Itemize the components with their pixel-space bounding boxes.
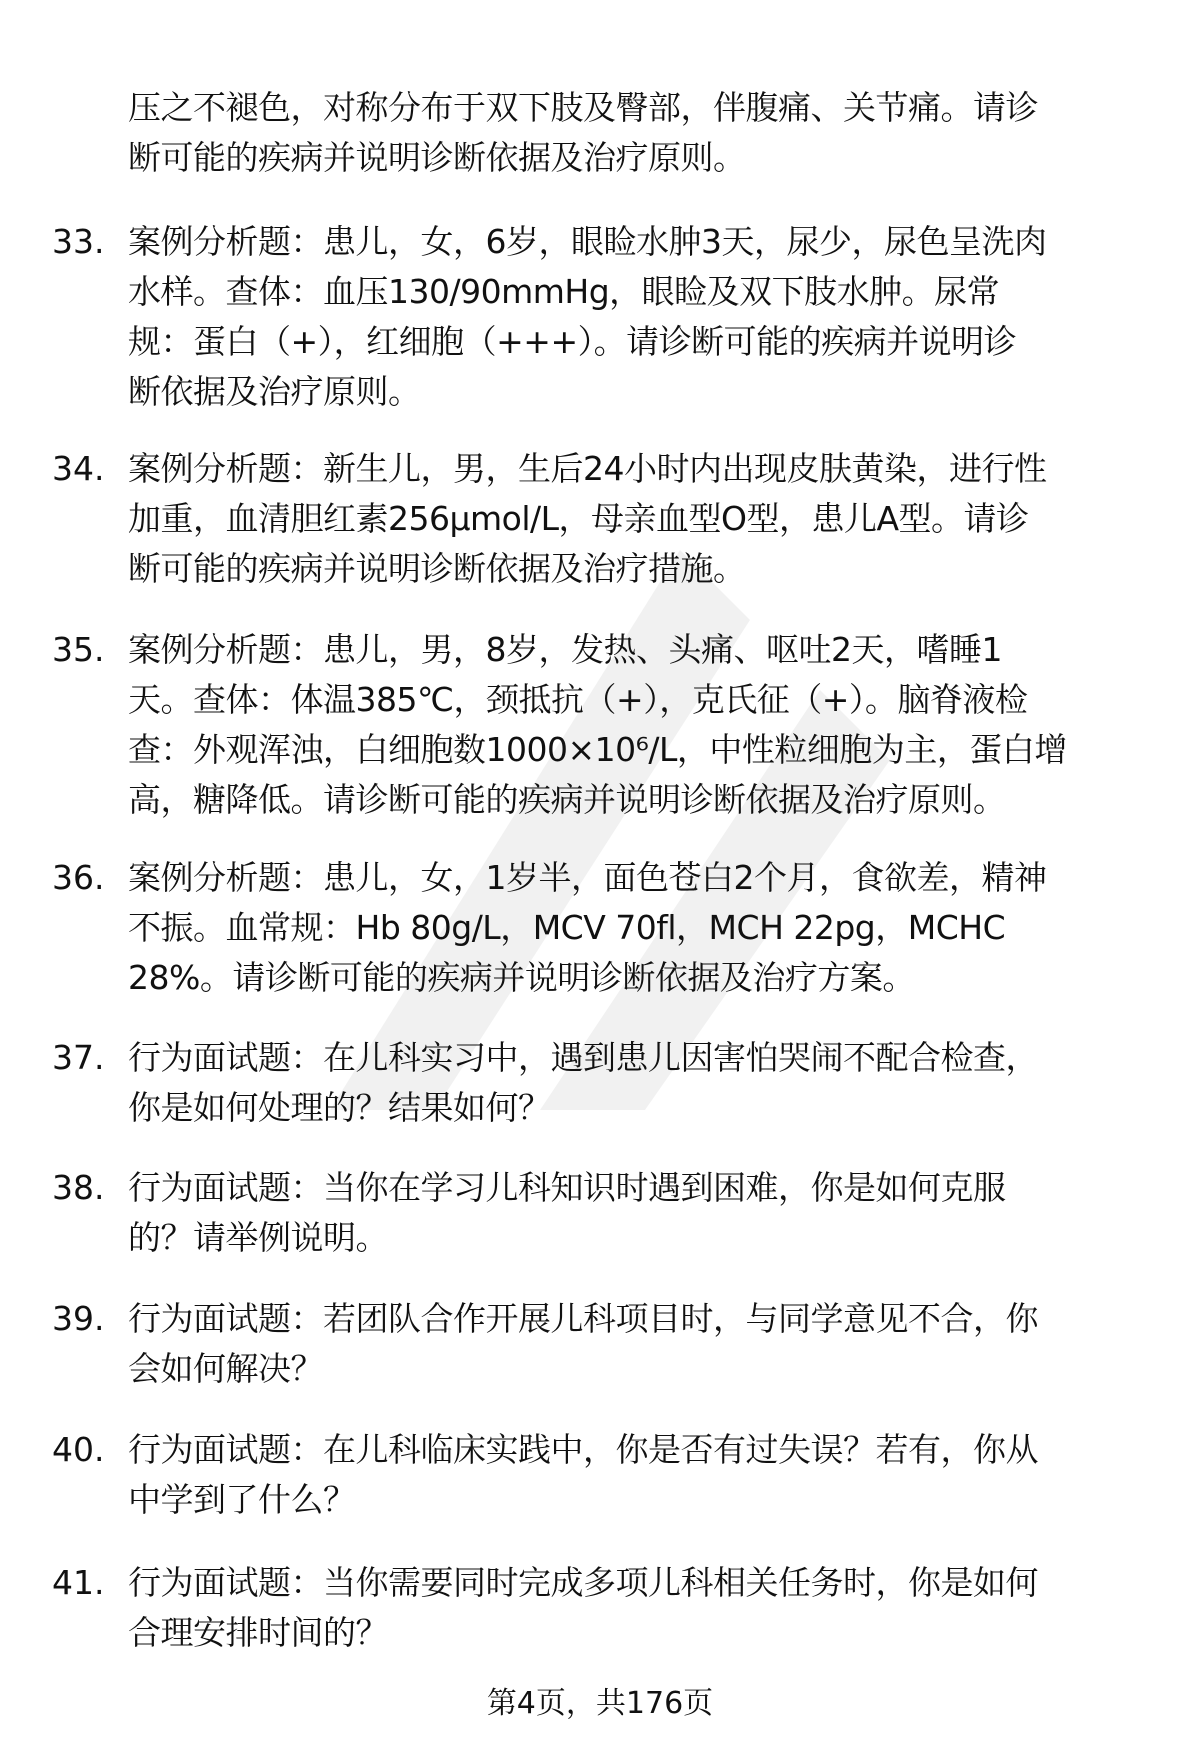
question-number: 36. (52, 858, 105, 897)
question-text-line: 案例分析题：新生儿，男，生后24小时内出现皮肤黄染，进行性 (128, 449, 1047, 488)
question-text (128, 83, 1188, 183)
question-number: 37. (52, 1038, 105, 1077)
question-text (128, 1294, 1188, 1394)
question-text-line: 行为面试题：当你在学习儿科知识时遇到困难，你是如何克服 (128, 1168, 1006, 1207)
question-text-line: 水样。查体：血压130/90mmHg，眼睑及双下肢水肿。尿常 (128, 272, 1000, 311)
question-text-line: 高，糖降低。请诊断可能的疾病并说明诊断依据及治疗原则。 (128, 780, 1006, 819)
question-text (128, 1425, 1188, 1525)
question-text-line: 行为面试题：在儿科临床实践中，你是否有过失误？若有，你从 (128, 1430, 1038, 1469)
question-number: 35. (52, 630, 105, 669)
question-text-line: 28%。请诊断可能的疾病并说明诊断依据及治疗方案。 (128, 958, 915, 997)
question-text-line: 的？请举例说明。 (128, 1218, 388, 1257)
question-text-line: 压之不褪色，对称分布于双下肢及臀部，伴腹痛、关节痛。请诊 (128, 88, 1038, 127)
question-text-line: 会如何解决？ (128, 1349, 323, 1388)
question-text (128, 853, 1188, 1003)
question-text-line: 加重，血清胆红素256μmol/L，母亲血型O型，患儿A型。请诊 (128, 499, 1029, 538)
question-text (128, 1163, 1188, 1263)
question-text (128, 1033, 1188, 1133)
question-number: 38. (52, 1168, 105, 1207)
question-text-line: 合理安排时间的？ (128, 1613, 388, 1652)
question-number: 33. (52, 222, 105, 261)
question-text-line: 断可能的疾病并说明诊断依据及治疗原则。 (128, 138, 746, 177)
question-text-line: 不振。血常规：Hb 80g/L，MCV 70fl，MCH 22pg，MCHC (128, 908, 1006, 947)
question-text-line: 行为面试题：在儿科实习中，遇到患儿因害怕哭闹不配合检查， (128, 1038, 1038, 1077)
question-text-line: 规：蛋白（+），红细胞（+++）。请诊断可能的疾病并说明诊 (128, 322, 1017, 361)
question-text-line: 天。查体：体温385℃，颈抵抗（+），克氏征（+）。脑脊液检 (128, 680, 1028, 719)
question-text-line: 查：外观浑浊，白细胞数1000×10⁶/L，中性粒细胞为主，蛋白增 (128, 730, 1067, 769)
question-text-line: 案例分析题：患儿，女，1岁半，面色苍白2个月，食欲差，精神 (128, 858, 1047, 897)
question-number: 39. (52, 1299, 105, 1338)
question-text-line: 中学到了什么？ (128, 1480, 356, 1519)
question-text-line: 你是如何处理的？结果如何？ (128, 1088, 551, 1127)
question-text-line: 断依据及治疗原则。 (128, 372, 421, 411)
question-text (128, 444, 1188, 594)
question-text-line: 行为面试题：当你需要同时完成多项儿科相关任务时，你是如何 (128, 1563, 1038, 1602)
question-number: 40. (52, 1430, 105, 1469)
question-text (128, 625, 1188, 825)
question-text-line: 行为面试题：若团队合作开展儿科项目时，与同学意见不合，你 (128, 1299, 1038, 1338)
question-number: 41. (52, 1563, 105, 1602)
question-text-line: 案例分析题：患儿，女，6岁，眼睑水肿3天，尿少，尿色呈洗肉 (128, 222, 1047, 261)
question-number: 34. (52, 449, 105, 488)
question-text-line: 断可能的疾病并说明诊断依据及治疗措施。 (128, 549, 746, 588)
question-text (128, 217, 1188, 417)
question-text (128, 1558, 1188, 1658)
question-text-line: 案例分析题：患儿，男，8岁，发热、头痛、呕吐2天，嗜睡1 (128, 630, 1002, 669)
page-footer: 第4页，共176页 (486, 1686, 714, 1721)
